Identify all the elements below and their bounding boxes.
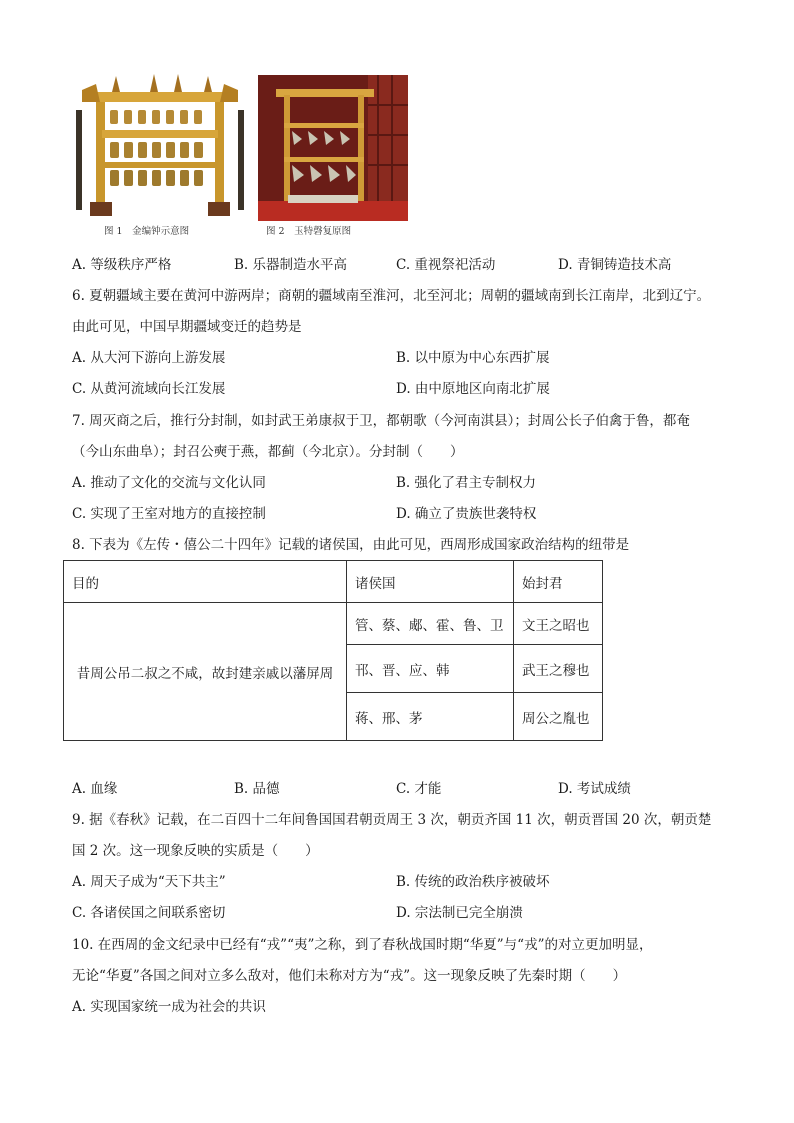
q8-option-c[interactable]: C. 才能 [396,781,442,797]
table-header-purpose: 目的 [64,561,347,603]
table-cell-purpose: 昔周公吊二叔之不咸，故封建亲戚以藩屏周 [64,603,347,741]
q6-stem-line2: 由此可见，中国早期疆域变迁的趋势是 [72,319,302,335]
bianzhong-illustration [72,70,248,222]
q9-option-a[interactable]: A. 周天子成为“天下共主” [72,874,226,890]
q6-option-c[interactable]: C. 从黄河流域向长江发展 [72,381,226,397]
table-header-row [64,561,603,603]
table-cell-states: 管、蔡、郕、霍、鲁、卫 [347,603,514,645]
q8-option-a[interactable]: A. 血缘 [72,781,118,797]
q7-option-c[interactable]: C. 实现了王室对地方的直接控制 [72,506,266,522]
q8-option-d[interactable]: D. 考试成绩 [558,781,631,797]
table-cell-founder: 武王之穆也 [514,645,603,693]
figure-1-caption: 图 1 金编钟示意图 [104,226,190,237]
q5-option-c[interactable]: C. 重视祭祀活动 [396,257,496,273]
figure-2-jade-qing-restoration [258,75,408,221]
table-cell-states: 邗、晋、应、韩 [347,645,514,693]
table-cell-founder: 文王之昭也 [514,603,603,645]
q9-stem-line1: 9. 据《春秋》记载，在二百四十二年间鲁国国君朝贡周王 3 次，朝贡齐国 11 次，朝贡晋国 20 次，朝贡楚 [72,812,712,828]
q6-option-b[interactable]: B. 以中原为中心东西扩展 [396,350,550,366]
q10-option-a[interactable]: A. 实现国家统一成为社会的共识 [72,999,266,1015]
table-cell-founder: 周公之胤也 [514,693,603,741]
q5-option-d[interactable]: D. 青铜铸造技术高 [558,257,672,273]
q6-stem-line1: 6. 夏朝疆域主要在黄河中游两岸；商朝的疆域南至淮河，北至河北；周朝的疆域南到长江南岸，北到辽宁。 [72,288,711,304]
q8-option-b[interactable]: B. 品德 [234,781,280,797]
q6-option-a[interactable]: A. 从大河下游向上游发展 [72,350,226,366]
q7-stem-line2: （今山东曲阜）；封召公奭于燕，都蓟（今北京）。分封制（ ） [72,444,464,460]
q9-option-d[interactable]: D. 宗法制已完全崩溃 [396,905,523,921]
q5-option-a[interactable]: A. 等级秩序严格 [72,257,172,273]
table-row [64,603,603,645]
q8-enfeoffment-table [63,560,603,741]
table-header-states: 诸侯国 [347,561,514,603]
q7-option-b[interactable]: B. 强化了君主专制权力 [396,475,537,491]
figure-2-caption: 图 2 玉特磬复原图 [266,226,352,237]
q5-option-b[interactable]: B. 乐器制造水平高 [234,257,348,273]
q9-stem-line2: 国 2 次。这一现象反映的实质是（ ） [72,843,319,859]
q8-stem-line1: 8. 下表为《左传・僖公二十四年》记载的诸侯国，由此可见，西周形成国家政治结构的纽带是 [72,537,630,553]
q7-option-a[interactable]: A. 推动了文化的交流与文化认同 [72,475,266,491]
q9-option-b[interactable]: B. 传统的政治秩序被破坏 [396,874,550,890]
q6-option-d[interactable]: D. 由中原地区向南北扩展 [396,381,550,397]
figure-1-golden-bianzhong [72,70,248,222]
q10-stem-line2: 无论“华夏”各国之间对立多么敌对，他们未称对方为“戎”。这一现象反映了先秦时期（ ） [72,968,627,984]
table-cell-states: 蒋、邢、茅 [347,693,514,741]
table-header-founder: 始封君 [514,561,603,603]
q7-option-d[interactable]: D. 确立了贵族世袭特权 [396,506,537,522]
jade-chime-illustration [258,75,408,221]
q9-option-c[interactable]: C. 各诸侯国之间联系密切 [72,905,226,921]
q10-stem-line1: 10. 在西周的金文纪录中已经有“戎”“夷”之称，到了春秋战国时期“华夏”与“戎”的对立更加明显， [72,937,653,953]
q7-stem-line1: 7. 周灭商之后，推行分封制，如封武王弟康叔于卫，都朝歌（今河南淇县）；封周公长子伯禽于鲁，都奄 [72,413,690,429]
